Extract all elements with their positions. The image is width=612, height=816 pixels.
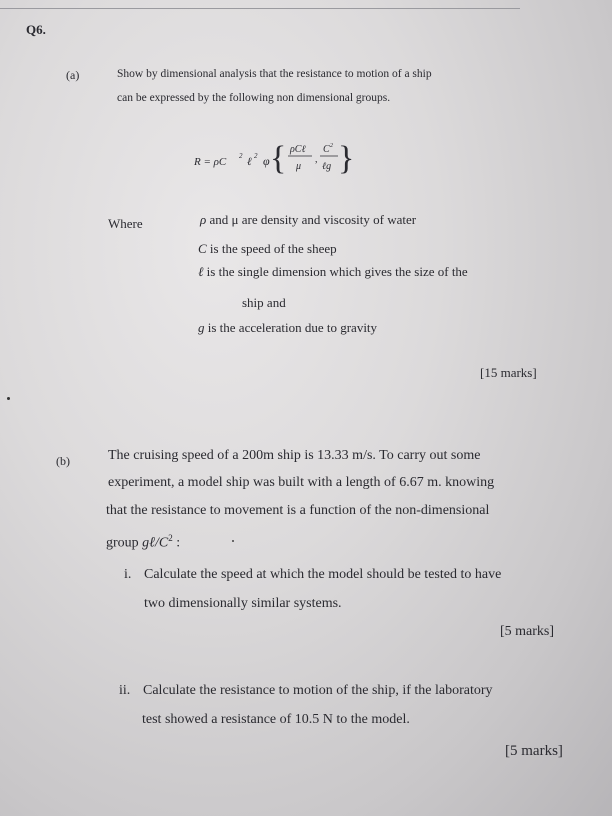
formula-ell: ℓ bbox=[247, 156, 252, 168]
formula-exp-ell: 2 bbox=[254, 152, 258, 160]
sub-i-marks: [5 marks] bbox=[500, 624, 555, 639]
part-b-line1: The cruising speed of a 200m ship is 13.33 m/s. To carry out some bbox=[108, 448, 481, 463]
definition-dimension-cont: ship and bbox=[242, 295, 286, 310]
formula-frac1-num: ρCℓ bbox=[290, 144, 306, 155]
sub-i-line2: two dimensionally similar systems. bbox=[144, 596, 342, 611]
def4-symbol: g bbox=[198, 320, 205, 335]
part-b-line2: experiment, a model ship was built with a length of 6.67 m. knowing bbox=[108, 475, 495, 490]
group-colon: : bbox=[172, 535, 181, 551]
where-label: Where bbox=[108, 216, 143, 231]
group-expression: gℓ/C bbox=[142, 535, 169, 551]
group-text: group bbox=[106, 535, 143, 551]
part-a-intro-line1: Show by dimensional analysis that the resistance to motion of a ship bbox=[117, 68, 432, 80]
sub-ii-line1: Calculate the resistance to motion of the ship, if the laboratory bbox=[143, 683, 493, 698]
def1-symbol: ρ bbox=[200, 212, 207, 227]
part-b-label: (b) bbox=[56, 454, 70, 468]
sub-ii-marks: [5 marks] bbox=[505, 743, 563, 759]
stray-dot-b bbox=[232, 540, 234, 542]
part-b-line3: that the resistance to movement is a function of the non-dimensional bbox=[106, 503, 490, 518]
def2-symbol: C bbox=[198, 241, 207, 256]
def4-text: is the acceleration due to gravity bbox=[204, 320, 378, 335]
formula-left-brace: { bbox=[270, 140, 287, 177]
definition-speed bbox=[198, 241, 337, 257]
top-rule bbox=[0, 8, 520, 9]
definition-dimension bbox=[198, 264, 468, 280]
formula-phi: φ bbox=[263, 154, 270, 168]
formula-right-brace: } bbox=[338, 140, 355, 177]
definition-density-viscosity bbox=[200, 212, 416, 228]
group-exponent: 2 bbox=[168, 533, 173, 543]
def2-text: is the speed of the sheep bbox=[206, 241, 337, 256]
resistance-formula bbox=[192, 138, 362, 184]
definition-gravity bbox=[198, 320, 377, 336]
formula-frac2-den: ℓg bbox=[322, 161, 332, 172]
def3-symbol: ℓ bbox=[198, 264, 204, 279]
formula-lhs: R = ρC bbox=[194, 156, 227, 168]
formula-frac2-num: C bbox=[323, 144, 330, 155]
stray-dot bbox=[7, 397, 10, 400]
def3-text: is the single dimension which gives the size of the bbox=[203, 264, 468, 279]
question-number: Q6. bbox=[26, 22, 46, 37]
def1-text: and μ are density and viscosity of water bbox=[206, 212, 417, 227]
formula-frac2-exp: 2 bbox=[330, 143, 333, 149]
sub-i-number: i. bbox=[124, 567, 132, 582]
part-a-marks: [15 marks] bbox=[480, 365, 537, 380]
part-a-intro-line2: can be expressed by the following non dimensional groups. bbox=[117, 92, 391, 104]
sub-ii-number: ii. bbox=[119, 683, 131, 698]
formula-comma: , bbox=[315, 154, 318, 165]
formula-exp-c: 2 bbox=[239, 152, 243, 160]
part-b-line4 bbox=[106, 533, 180, 552]
part-a-label: (a) bbox=[66, 68, 80, 82]
formula-frac1-den: μ bbox=[296, 161, 302, 172]
sub-ii-line2: test showed a resistance of 10.5 N to the model. bbox=[142, 712, 410, 727]
sub-i-line1: Calculate the speed at which the model should be tested to have bbox=[144, 567, 502, 582]
